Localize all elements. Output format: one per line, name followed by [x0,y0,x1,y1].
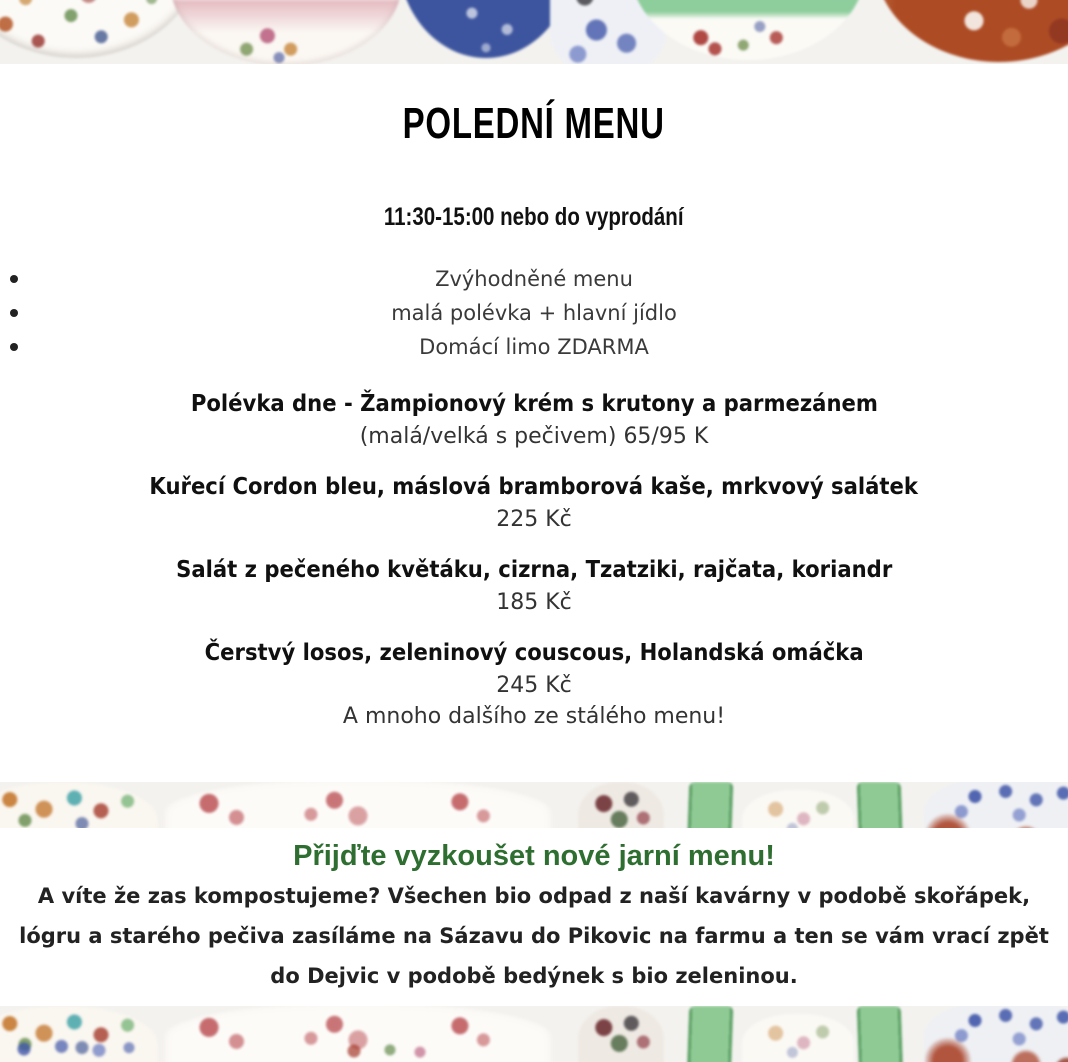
green-ribbon-image [857,782,904,828]
menu-items [0,392,1068,724]
list-item-text: Domácí limo ZDARMA [419,335,649,359]
announcement-line: A víte že zas kompostujeme? Všechen bio odpad z naší kavárny v podobě skořápek, [37,884,1031,908]
dish-price: 245 Kč [496,673,572,698]
announcement-line: do Dejvic v podobě bedýnek s bio zeleninou. [270,964,798,988]
dish-name: Polévka dne - Žampionový krém s krutony a parmezánem [190,391,878,417]
dish-name: Kuřecí Cordon bleu, máslová bramborová kaše, mrkvový salátek [149,474,919,500]
red-scroll-plate-image [162,782,554,828]
pastel-bouquet-image [742,790,854,828]
dish-price: 225 Kč [496,507,572,532]
list-item [0,296,1068,330]
plates-photo-bottom [0,1006,1068,1062]
dish-name: Salát z pečeného květáku, cizrna, Tzatziki, rajčata, koriandr [175,557,893,583]
list-item [0,262,1068,296]
floral-plate-image [0,0,202,58]
page-title-text: POLEDNÍ MENU [402,99,666,148]
cherry-plate-image [630,0,866,60]
plates-photo-middle [0,782,1068,828]
blue-china-bowl-image [398,0,574,58]
floral-fragment-image [324,1040,444,1062]
menu-item [0,558,1068,615]
promo-list [0,262,1068,364]
list-item [0,330,1068,364]
bullet-icon [10,343,18,351]
decor-plates-strip-middle [0,782,1068,828]
rust-pattern-plate-image [874,0,1068,62]
green-ribbon-image [857,1006,904,1062]
announcement-paragraph [0,876,1068,996]
dish-price: (malá/velká s pečivem) 65/95 K [359,424,709,449]
opening-hours [0,204,1068,230]
blue-red-ornate-plate-image [924,1006,1068,1062]
opening-hours-text: 11:30-15:00 nebo do vyprodání [384,203,684,231]
bullet-icon [10,275,18,283]
blue-speckle-fragment-image [0,1036,144,1062]
list-item-text: malá polévka + hlavní jídlo [391,301,677,325]
dark-floral-plate-image [578,782,664,828]
announcement-heading-text: Přijďte vyzkoušet nové jarní menu! [293,840,775,872]
pink-rim-plate-image [170,0,402,64]
menu-item [0,475,1068,532]
green-ribbon-image [687,782,734,828]
announcement-line: lógru a starého pečiva zasíláme na Sázavu do Pikovic na farmu a ten se vám vrací zpět [19,924,1049,948]
dish-name: Čerstvý losos, zeleninový couscous, Holandská omáčka [204,640,864,666]
bullet-icon [10,309,18,317]
page-title [0,100,1068,148]
list-item-text: Zvýhodněné menu [435,267,633,291]
pastel-bouquet-image [742,1014,854,1062]
green-ribbon-image [687,1006,734,1062]
decor-plates-strip-top [0,0,1068,64]
dark-floral-plate-image [578,1006,664,1062]
dish-price: 185 Kč [496,590,572,615]
announcement-heading [0,840,1068,872]
menu-item [0,392,1068,449]
menu-item [0,641,1068,698]
plates-photo-top [0,0,1068,64]
menu-footer-note: A mnoho dalšího ze stálého menu! [342,704,726,729]
floral-plate-top-image [0,782,158,828]
blue-red-ornate-plate-image [924,782,1068,828]
decor-plates-strip-bottom [0,1006,1068,1062]
